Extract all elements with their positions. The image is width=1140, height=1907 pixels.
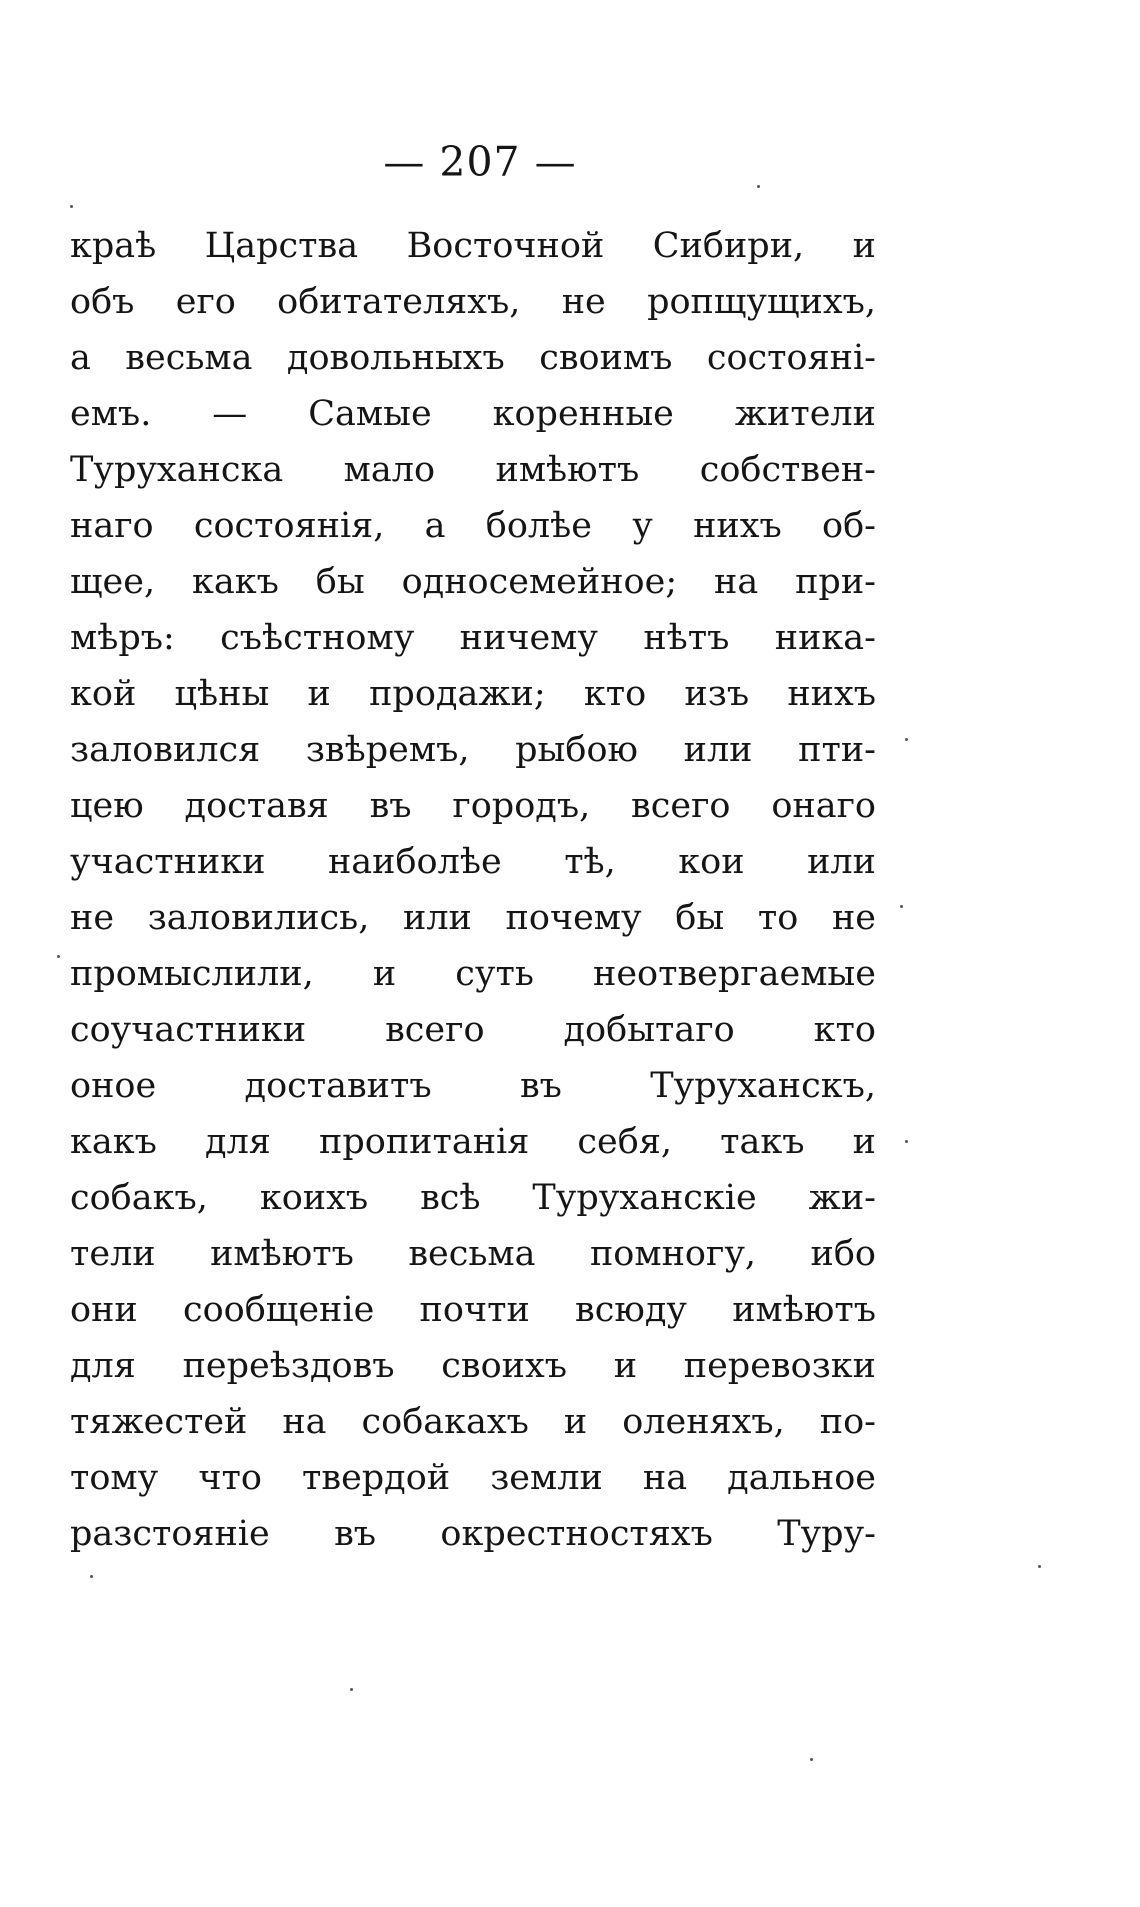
text-line: Туруханска мало имѣютъ собствен- [70,450,876,490]
text-line: тому что твердой земли на дальное [70,1458,876,1498]
scan-speck [70,205,73,208]
text-line: для переѣздовъ своихъ и перевозки [70,1346,876,1386]
text-line: наго состоянія, а болѣе у нихъ об- [70,506,876,546]
scan-speck [1038,1565,1041,1568]
text-line: цею доставя въ городъ, всего онаго [70,786,876,826]
scan-speck [57,955,60,958]
scan-speck [905,1140,908,1143]
page-number: — 207 — [383,138,577,186]
text-line: оное доставитъ въ Туруханскъ, [70,1066,876,1106]
text-line: объ его обитателяхъ, не ропщущихъ, [70,282,876,322]
text-line: кой цѣны и продажи; кто изъ нихъ [70,674,876,714]
scan-speck [905,738,908,741]
text-line: краѣ Царства Восточной Сибири, и [70,226,876,266]
text-line: участники наиболѣе тѣ, кои или [70,842,876,882]
scan-speck [90,1575,93,1578]
text-line: они сообщеніе почти всюду имѣютъ [70,1290,876,1330]
text-line: не заловились, или почему бы то не [70,898,876,938]
text-line: щее, какъ бы односемейное; на при- [70,562,876,602]
text-line: заловился звѣремъ, рыбою или пти- [70,730,876,770]
text-line: соучастники всего добытаго кто [70,1010,876,1050]
text-line: какъ для пропитанія себя, такъ и [70,1122,876,1162]
text-line: а весьма довольныхъ своимъ состояні- [70,338,876,378]
text-line: тели имѣютъ весьма помногу, ибо [70,1234,876,1274]
text-line: собакъ, коихъ всѣ Туруханскіе жи- [70,1178,876,1218]
text-line: разстояніе въ окрестностяхъ Туру- [70,1514,876,1554]
scan-speck [350,1688,353,1691]
text-line: тяжестей на собакахъ и оленяхъ, по- [70,1402,876,1442]
scan-speck [900,905,903,908]
scan-speck [757,185,760,188]
scan-speck [810,1758,813,1761]
body-text [70,218,876,1562]
text-line: промыслили, и суть неотвергаемые [70,954,876,994]
text-line: емъ. — Самые коренные жители [70,394,876,434]
text-line: мѣръ: съѣстному ничему нѣтъ ника- [70,618,876,658]
